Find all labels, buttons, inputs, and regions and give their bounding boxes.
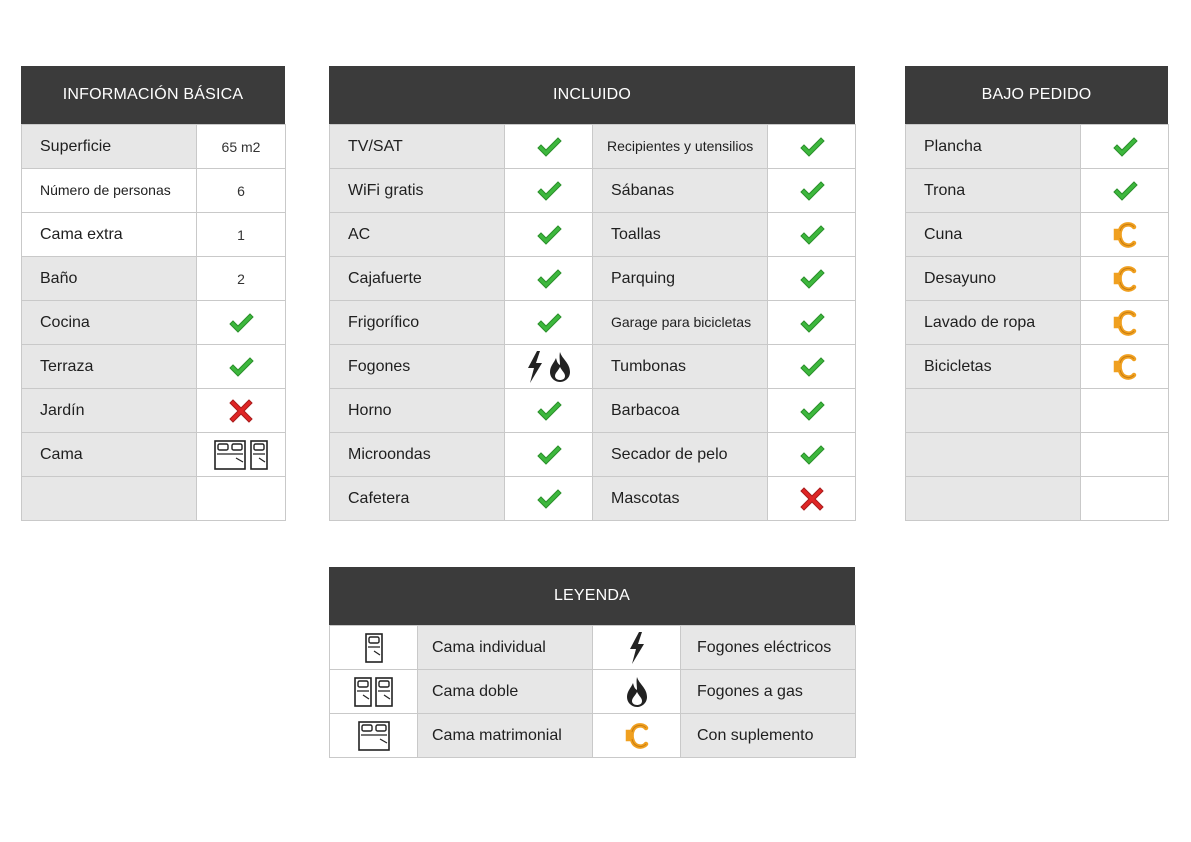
on-request-table <box>905 124 1169 521</box>
row-value <box>1081 125 1169 169</box>
row-value <box>505 213 593 257</box>
row-value <box>505 301 593 345</box>
included-title: INCLUIDO <box>329 66 855 124</box>
table-row <box>22 433 286 477</box>
check-icon <box>228 355 254 379</box>
row-label: AC <box>330 213 505 257</box>
row-label: TV/SAT <box>330 125 505 169</box>
table-row <box>330 389 856 433</box>
check-icon <box>536 311 562 335</box>
row-value <box>1081 301 1169 345</box>
table-row <box>22 389 286 433</box>
double-bed-icon <box>214 440 246 470</box>
table-row <box>906 389 1169 433</box>
row-label: WiFi gratis <box>330 169 505 213</box>
row-label: Parquing <box>593 257 768 301</box>
basic-info-table <box>21 124 286 521</box>
row-value: 2 <box>197 257 286 301</box>
row-value <box>768 257 856 301</box>
row-label <box>22 477 197 521</box>
legend-icon-cell <box>593 714 681 758</box>
row-value <box>505 257 593 301</box>
row-label: Trona <box>906 169 1081 213</box>
row-label: Cocina <box>22 301 197 345</box>
table-row <box>22 125 286 169</box>
row-label: Microondas <box>330 433 505 477</box>
row-label: Superficie <box>22 125 197 169</box>
single-bed-icon <box>354 677 372 707</box>
table-row <box>22 213 286 257</box>
check-icon <box>536 179 562 203</box>
row-value <box>1081 477 1169 521</box>
row-label: Barbacoa <box>593 389 768 433</box>
row-label <box>906 433 1081 477</box>
table-row <box>22 301 286 345</box>
row-value <box>197 389 286 433</box>
check-icon <box>799 311 825 335</box>
row-value <box>768 301 856 345</box>
euro-icon <box>1112 352 1138 382</box>
legend-icon-cell <box>330 670 418 714</box>
table-row <box>906 169 1169 213</box>
row-value <box>197 301 286 345</box>
row-value <box>505 169 593 213</box>
single-bed-icon <box>365 633 383 663</box>
cross-icon <box>799 486 825 512</box>
table-row <box>330 301 856 345</box>
table-row <box>906 125 1169 169</box>
row-label: Mascotas <box>593 477 768 521</box>
row-label: Cafetera <box>330 477 505 521</box>
row-label: Secador de pelo <box>593 433 768 477</box>
legend-label: Fogones a gas <box>681 670 856 714</box>
check-icon <box>799 443 825 467</box>
legend-table <box>329 625 856 758</box>
table-row <box>22 257 286 301</box>
cross-icon <box>228 398 254 424</box>
row-label: Sábanas <box>593 169 768 213</box>
row-label: Recipientes y utensilios <box>593 125 768 169</box>
double-bed-icon <box>358 721 390 751</box>
row-value: 6 <box>197 169 286 213</box>
lightning-icon <box>628 631 646 665</box>
row-label: Cama extra <box>22 213 197 257</box>
check-icon <box>799 179 825 203</box>
row-value <box>505 389 593 433</box>
check-icon <box>536 135 562 159</box>
row-label: Lavado de ropa <box>906 301 1081 345</box>
row-label: Toallas <box>593 213 768 257</box>
on-request-title: BAJO PEDIDO <box>905 66 1168 124</box>
euro-icon <box>1112 308 1138 338</box>
row-value <box>768 213 856 257</box>
row-label <box>906 477 1081 521</box>
table-row <box>330 169 856 213</box>
legend-label: Con suplemento <box>681 714 856 758</box>
table-row <box>330 670 856 714</box>
row-label: Garage para bicicletas <box>593 301 768 345</box>
legend-label: Fogones eléctricos <box>681 626 856 670</box>
row-value <box>1081 213 1169 257</box>
row-label: Cama <box>22 433 197 477</box>
on-request-panel <box>905 66 1168 521</box>
check-icon <box>1112 179 1138 203</box>
check-icon <box>799 223 825 247</box>
table-row <box>906 433 1169 477</box>
row-value <box>768 477 856 521</box>
row-label: Baño <box>22 257 197 301</box>
table-row <box>906 301 1169 345</box>
check-icon <box>536 443 562 467</box>
flame-icon <box>625 676 649 708</box>
legend-panel <box>329 567 855 758</box>
row-label: Jardín <box>22 389 197 433</box>
row-value: 65 m2 <box>197 125 286 169</box>
legend-title: LEYENDA <box>329 567 855 625</box>
included-table <box>329 124 856 521</box>
single-bed-icon <box>250 440 268 470</box>
basic-info-panel <box>21 66 285 521</box>
legend-label: Cama individual <box>418 626 593 670</box>
check-icon <box>799 399 825 423</box>
legend-label: Cama matrimonial <box>418 714 593 758</box>
row-value <box>768 169 856 213</box>
flame-icon <box>548 351 572 383</box>
row-value <box>768 389 856 433</box>
check-icon <box>799 267 825 291</box>
row-value <box>1081 433 1169 477</box>
table-row <box>22 169 286 213</box>
check-icon <box>536 487 562 511</box>
row-label: Desayuno <box>906 257 1081 301</box>
row-value <box>768 345 856 389</box>
row-label: Horno <box>330 389 505 433</box>
euro-icon <box>1112 220 1138 250</box>
legend-icon-cell <box>593 626 681 670</box>
row-value <box>1081 389 1169 433</box>
row-value <box>505 477 593 521</box>
check-icon <box>536 267 562 291</box>
row-value <box>768 433 856 477</box>
table-row <box>330 257 856 301</box>
row-label: Terraza <box>22 345 197 389</box>
table-row <box>906 345 1169 389</box>
row-value <box>1081 257 1169 301</box>
row-label: Cajafuerte <box>330 257 505 301</box>
table-row <box>330 345 856 389</box>
row-label: Tumbonas <box>593 345 768 389</box>
table-row <box>330 213 856 257</box>
row-label: Fogones <box>330 345 505 389</box>
row-label: Plancha <box>906 125 1081 169</box>
table-row <box>22 477 286 521</box>
legend-label: Cama doble <box>418 670 593 714</box>
row-label: Bicicletas <box>906 345 1081 389</box>
legend-icon-cell <box>330 714 418 758</box>
check-icon <box>1112 135 1138 159</box>
row-label: Cuna <box>906 213 1081 257</box>
row-value <box>505 125 593 169</box>
euro-icon <box>624 721 650 751</box>
check-icon <box>799 355 825 379</box>
single-bed-icon <box>375 677 393 707</box>
row-value <box>1081 169 1169 213</box>
table-row <box>22 345 286 389</box>
lightning-icon <box>526 350 544 384</box>
basic-info-title: INFORMACIÓN BÁSICA <box>21 66 285 124</box>
check-icon <box>536 223 562 247</box>
row-value <box>197 477 286 521</box>
table-row <box>906 257 1169 301</box>
table-row <box>330 125 856 169</box>
row-value <box>768 125 856 169</box>
row-value <box>1081 345 1169 389</box>
table-row <box>330 626 856 670</box>
euro-icon <box>1112 264 1138 294</box>
table-row <box>330 433 856 477</box>
legend-icon-cell <box>593 670 681 714</box>
check-icon <box>536 399 562 423</box>
table-row <box>330 477 856 521</box>
row-value <box>197 433 286 477</box>
row-value <box>505 433 593 477</box>
table-row <box>330 714 856 758</box>
row-value <box>197 345 286 389</box>
row-label: Número de personas <box>22 169 197 213</box>
row-value <box>505 345 593 389</box>
table-row <box>906 213 1169 257</box>
row-label: Frigorífico <box>330 301 505 345</box>
check-icon <box>799 135 825 159</box>
included-panel <box>329 66 855 521</box>
row-value: 1 <box>197 213 286 257</box>
legend-icon-cell <box>330 626 418 670</box>
check-icon <box>228 311 254 335</box>
table-row <box>906 477 1169 521</box>
row-label <box>906 389 1081 433</box>
